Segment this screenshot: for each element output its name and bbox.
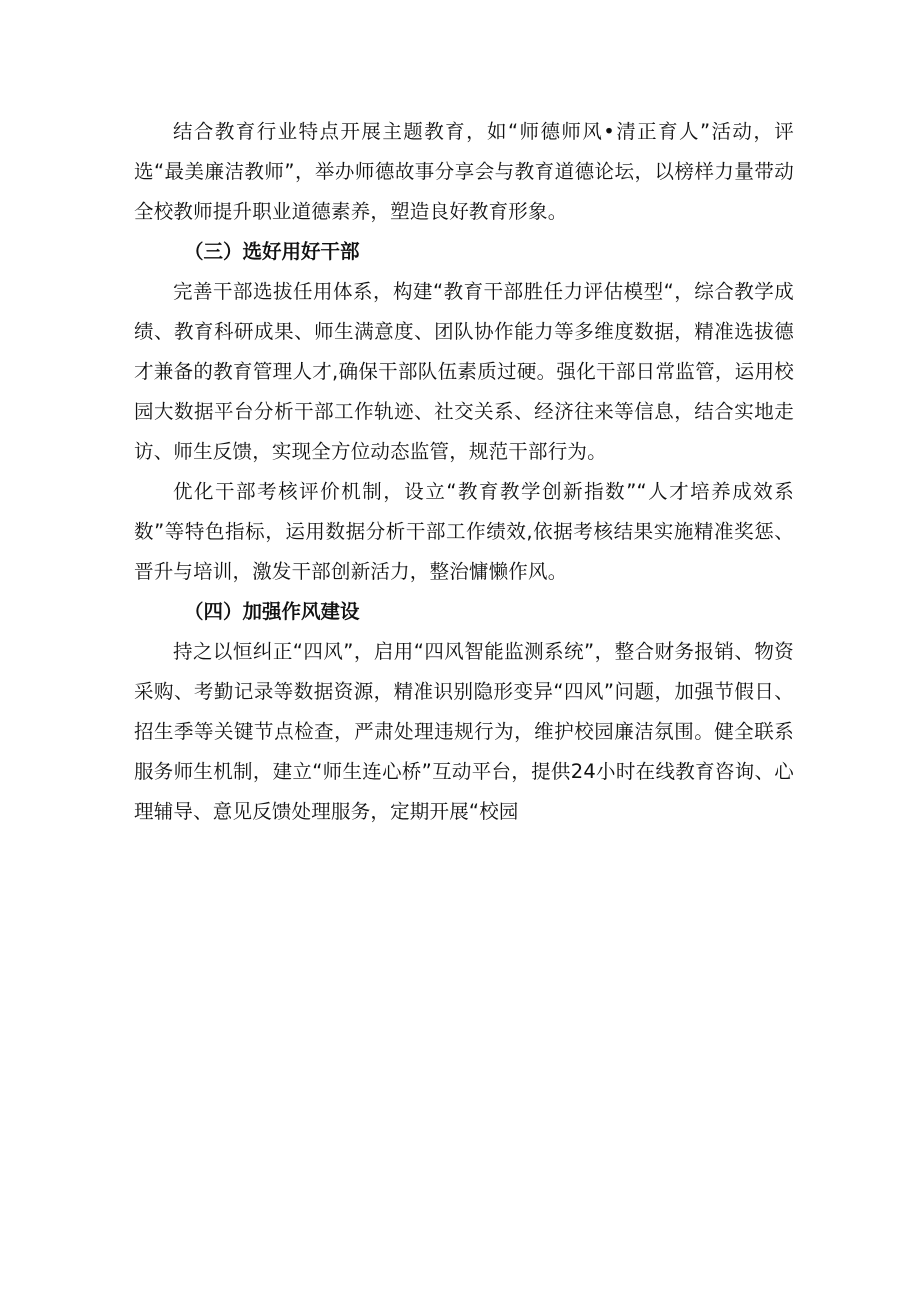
paragraph-cadre-evaluation: 优化干部考核评价机制，设立“教育教学创新指数”“人才培养成效系数”等特色指标，运用数据分析干部工作绩效,依据考核结果实施精准奖惩、晋升与培训，激发干部创新活力，整治慵懒作风。 [134, 480, 794, 583]
section-heading-3: （三）选好用好干部 [184, 240, 360, 263]
paragraph-work-style: 持之以恒纠正“四风”，启用“四风智能监测系统”，整合财务报销、物资采购、考勤记录等数据资源，精准识别隐形变异“四风”问题，加强节假日、招生季等关键节点检查，严肃处理违规行为，维护校园廉洁氛围。健全联系服务师生机制，建立“师生连心桥”互动平台，提供24小时在线教育咨询、心理辅导、意见反馈处理服务，定期开展“校园 [134, 640, 794, 823]
paragraph-cadre-selection: 完善干部选拔任用体系，构建“教育干部胜任力评估模型“，综合教学成绩、教育科研成果、师生满意度、团队协作能力等多维度数据，精准选拔德才兼备的教育管理人才,确保干部队伍素质过硬。强化干部日常监管，运用校园大数据平台分析干部工作轨迹、社交关系、经济往来等信息，结合实地走访、师生反馈，实现全方位动态监管，规范干部行为。 [134, 280, 794, 463]
paragraph-theme-education: 结合教育行业特点开展主题教育，如“师德师风•清正育人”活动，评选“最美廉洁教师”，举办师德故事分享会与教育道德论坛，以榜样力量带动全校教师提升职业道德素养，塑造良好教育形象。 [134, 120, 794, 223]
document-body [134, 112, 794, 832]
section-heading-4: （四）加强作风建设 [184, 600, 360, 623]
